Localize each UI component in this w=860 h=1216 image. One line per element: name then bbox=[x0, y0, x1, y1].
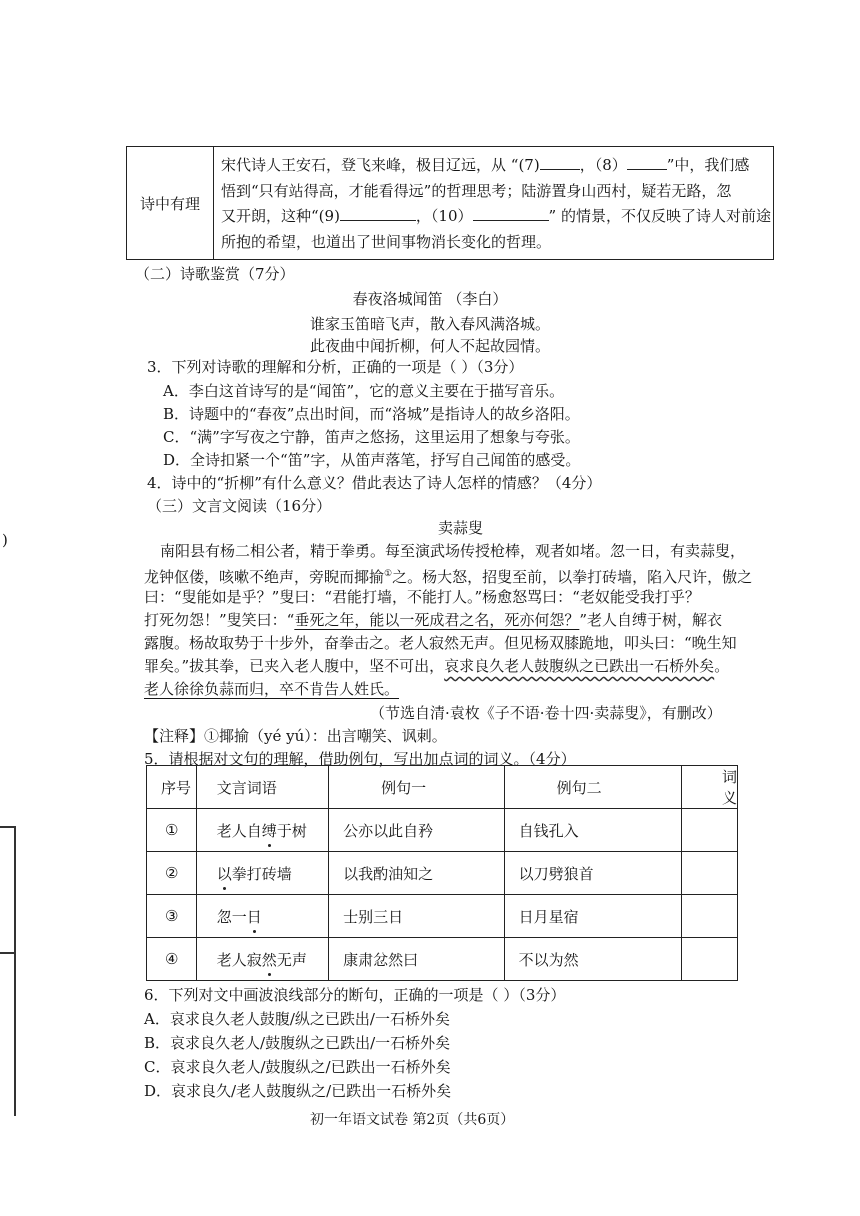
page-footer: 初一年语文试卷 第2页（共6页） bbox=[310, 1112, 515, 1128]
q3-option-b[interactable]: B．诗题中的“春夜”点出时间，而“洛城”是指诗人的故乡洛阳。 bbox=[163, 405, 580, 423]
meaning-input-1[interactable] bbox=[681, 809, 737, 852]
q3-option-d[interactable]: D．全诗扣紧一个“笛”字，从笛声落笔，抒写自己闻笛的感受。 bbox=[163, 451, 581, 469]
margin-binding-line bbox=[14, 826, 16, 1116]
header-no: 序号 bbox=[147, 766, 197, 809]
question-6: 6．下列对文中画波浪线部分的断句，正确的一项是（ ）（3分） bbox=[144, 986, 566, 1004]
vocab-header-row bbox=[147, 766, 738, 809]
header-ex1: 例句一 bbox=[329, 766, 505, 809]
header-word: 文言词语 bbox=[196, 766, 328, 809]
meaning-input-2[interactable] bbox=[681, 852, 737, 895]
blank-7[interactable] bbox=[540, 155, 580, 170]
passage-source: （节选自清·袁枚《子不语·卷十四·卖蒜叟》，有删改） bbox=[370, 704, 722, 722]
header-meaning: 词义 bbox=[681, 766, 737, 809]
passage-line-4: 打死勿怨！”叟笑曰：“垂死之年，能以一死成君之名，死亦何怨？”老人自缚于树，解衣 bbox=[144, 611, 723, 629]
q6-option-b[interactable]: B．哀求良久老人/鼓腹纵之已跌出/一石桥外矣 bbox=[144, 1034, 451, 1052]
underlined-sentence: 垂死之年，能以一死成君之名，死亦何怨？ bbox=[294, 611, 580, 629]
margin-tick-top bbox=[0, 826, 15, 828]
passage-line-5: 露腹。杨故取势于十步外，奋拳击之。老人寂然无声。但见杨双膝跪地，叩头曰：“晚生知 bbox=[144, 634, 737, 652]
q6-option-c[interactable]: C．哀求良久老人/鼓腹纵之/已跌出一石桥外矣 bbox=[144, 1058, 451, 1076]
wavy-underlined-sentence: 哀求良久老人鼓腹纵之已跌出一石桥外矣 bbox=[444, 657, 715, 675]
passage-title: 卖蒜叟 bbox=[438, 519, 484, 537]
table-line-2: 悟到“只有站得高，才能看得远”的哲理思考；陆游置身山西村，疑若无路，忽 bbox=[221, 182, 732, 200]
q6-option-a[interactable]: A．哀求良久老人鼓腹/纵之已跌出/一石桥外矣 bbox=[144, 1010, 450, 1028]
header-ex2: 例句二 bbox=[504, 766, 681, 809]
meaning-input-3[interactable] bbox=[681, 895, 737, 938]
margin-paren-mark: ) bbox=[2, 531, 8, 549]
meaning-input-4[interactable] bbox=[681, 938, 737, 981]
table-label: 诗中有理 bbox=[139, 194, 200, 213]
table-line-4: 所抱的希望，也道出了世间事物消长变化的哲理。 bbox=[221, 233, 552, 251]
q3-option-a[interactable]: A．李白这首诗写的是“闻笛”，它的意义主要在于描写音乐。 bbox=[163, 382, 565, 400]
passage-line-1: 南阳县有杨二相公者，精于拳勇。每至演武场传授枪棒，观者如堵。忽一日，有卖蒜叟， bbox=[160, 542, 746, 560]
table-content-cell bbox=[214, 147, 774, 260]
section-heading-poetry: （二）诗歌鉴赏（7分） bbox=[135, 265, 295, 283]
poem-reason-table bbox=[126, 146, 774, 260]
question-3: 3．下列对诗歌的理解和分析，正确的一项是（ ）（3分） bbox=[147, 358, 524, 376]
underlined-closing-sentence: 老人徐徐负蒜而归，卒不肯告人姓氏。 bbox=[144, 680, 400, 698]
passage-line-7 bbox=[144, 679, 399, 699]
poem-title: 春夜洛城闻笛 （李白） bbox=[352, 290, 508, 308]
blank-9[interactable] bbox=[340, 206, 416, 221]
question-4: 4．诗中的“折柳”有什么意义？借此表达了诗人怎样的情感？（4分） bbox=[147, 474, 602, 492]
table-row: ③ 忽一日 士别三日 日月星宿 bbox=[147, 895, 738, 938]
section-heading-classical: （三）文言文阅读（16分） bbox=[147, 497, 332, 515]
table-line-1: 宋代诗人王安石，登飞来峰，极目辽远，从 “(7) ，（8） ”中，我们感 bbox=[221, 156, 750, 174]
poem-line-2: 此夜曲中闻折柳，何人不起故园情。 bbox=[309, 337, 550, 355]
vocab-table bbox=[146, 765, 738, 981]
table-row: ① 老人自缚于树 公亦以此自矜 自钱孔入 bbox=[147, 809, 738, 852]
margin-tick-mid bbox=[0, 952, 15, 954]
passage-line-3: 曰：“叟能如是乎？”叟曰：“君能打墙，不能打人。”杨愈怒骂曰：“老奴能受我打乎？ bbox=[144, 588, 700, 606]
q6-option-d[interactable]: D．哀求良久/老人鼓腹纵之/已跌出一石桥外矣 bbox=[144, 1082, 452, 1100]
passage-note: 【注释】①揶揄（yé yú）：出言嘲笑、讽刺。 bbox=[144, 727, 447, 745]
blank-10[interactable] bbox=[473, 206, 549, 221]
table-label-cell bbox=[127, 147, 214, 260]
q3-option-c[interactable]: C．“满”字写夜之宁静，笛声之悠扬，这里运用了想象与夸张。 bbox=[163, 428, 580, 446]
blank-8[interactable] bbox=[627, 155, 667, 170]
passage-line-6: 罪矣。”拔其拳，已夹入老人腹中，坚不可出，哀求良久老人鼓腹纵之已跌出一石桥外矣。 bbox=[144, 657, 730, 675]
table-row: ④ 老人寂然无声 康肃忿然曰 不以为然 bbox=[147, 938, 738, 981]
passage-line-2: 龙钟伛偻，咳嗽不绝声，旁睨而揶揄①之。杨大怒，招叟至前，以拳打砖墙，陷入尺许，傲之 bbox=[144, 568, 753, 586]
poem-line-1: 谁家玉笛暗飞声，散入春风满洛城。 bbox=[309, 315, 550, 333]
question-5: 5．请根据对文句的理解，借助例句，写出加点词的词义。（4分） bbox=[144, 750, 576, 768]
table-row: ② 以拳打砖墙 以我酌油知之 以刀劈狼首 bbox=[147, 852, 738, 895]
table-line-3: 又开朗，这种“(9) ，（10） ” 的情景，不仅反映了诗人对前途 bbox=[221, 207, 771, 225]
